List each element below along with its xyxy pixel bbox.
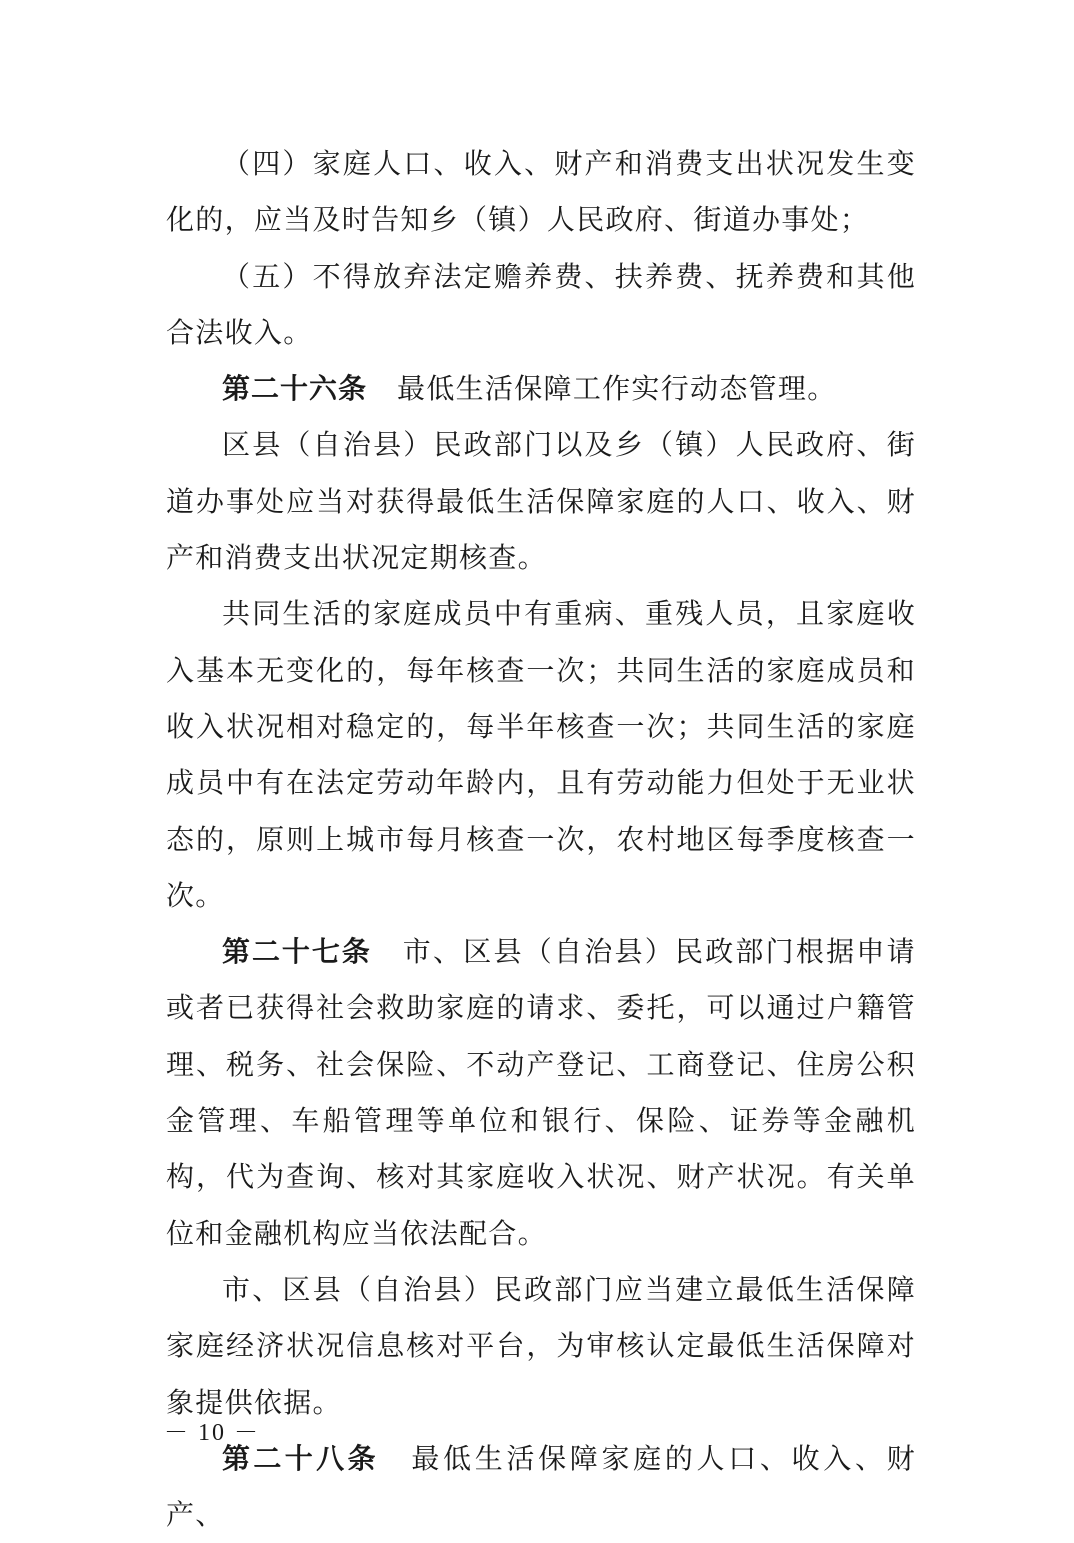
body-text xyxy=(166,136,916,1543)
paragraph-verification-platform xyxy=(166,1262,916,1431)
article-heading: 第二十八条 xyxy=(222,1441,379,1475)
paragraph-dynamic-check xyxy=(166,417,916,586)
paragraph-text: 最低生活保障工作实行动态管理。 xyxy=(397,372,837,406)
article-27-paragraph xyxy=(166,924,916,1262)
article-heading: 第二十七条 xyxy=(222,935,372,969)
paragraph-check-frequency xyxy=(166,586,916,924)
paragraph-text: 区县（自治县）民政部门以及乡（镇）人民政府、街道办事处应当对获得最低生活保障家庭的人口、收入、财产和消费支出状况定期核查。 xyxy=(166,428,916,575)
paragraph-text: 市、区县（自治县）民政部门应当建立最低生活保障家庭经济状况信息核对平台，为审核认定最低生活保障对象提供依据。 xyxy=(166,1272,916,1419)
page-number: － 10 － xyxy=(164,1420,260,1446)
paragraph-text: （五）不得放弃法定赡养费、扶养费、抚养费和其他合法收入。 xyxy=(166,259,916,349)
paragraph-item-5 xyxy=(166,249,916,362)
article-26-paragraph xyxy=(166,361,916,417)
article-28-paragraph xyxy=(166,1431,916,1543)
paragraph-text: 最低生活保障家庭的人口、收入、财产、 xyxy=(166,1441,916,1532)
paragraph-item-4 xyxy=(166,136,916,249)
article-heading: 第二十六条 xyxy=(222,372,368,406)
paragraph-text: 共同生活的家庭成员中有重病、重残人员，且家庭收入基本无变化的，每年核查一次；共同生活的家庭成员和收入状况相对稳定的，每半年核查一次；共同生活的家庭成员中有在法定劳动年龄内，且有劳动能力但处于无业状态的，原则上城市每月核查一次，农村地区每季度核查一次。 xyxy=(166,597,916,912)
paragraph-text: （四）家庭人口、收入、财产和消费支出状况发生变化的，应当及时告知乡（镇）人民政府、街道办事处； xyxy=(166,147,916,237)
paragraph-text: 市、区县（自治县）民政部门根据申请或者已获得社会救助家庭的请求、委托，可以通过户籍管理、税务、社会保险、不动产登记、工商登记、住房公积金管理、车船管理等单位和银行、保险、证券等金融机构，代为查询、核对其家庭收入状况、财产状况。有关单位和金融机构应当依法配合。 xyxy=(166,935,916,1250)
